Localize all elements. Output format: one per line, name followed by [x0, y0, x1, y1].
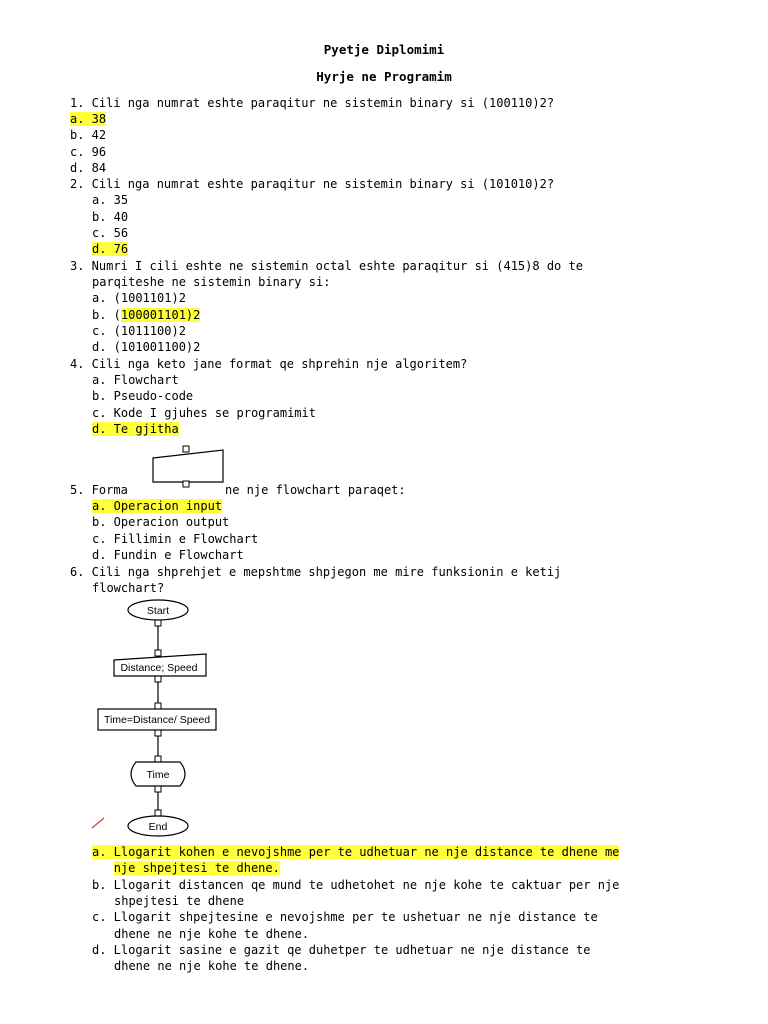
connector-node [155, 620, 161, 626]
question-2-stem: 2. Cili nga numrat eshte paraqitur ne sistemin binary si (101010)2? [70, 177, 555, 191]
connector-top [183, 446, 189, 452]
manual-input-shape-figure [148, 444, 228, 490]
question-3-option-d: d. (101001100)2 [92, 340, 201, 354]
connector-node [155, 676, 161, 682]
option-prefix: b. ( [92, 308, 121, 322]
question-1-stem: 1. Cili nga numrat eshte paraqitur ne sistemin binary si (100110)2? [70, 96, 555, 110]
connector-node [155, 756, 161, 762]
answer-highlight: d. 76 [92, 242, 129, 256]
question-3-option-b [92, 307, 200, 323]
question-5-option-a [92, 498, 222, 514]
connector-node [155, 730, 161, 736]
question-4-stem: 4. Cili nga keto jane format qe shprehin nje algoritem? [70, 357, 468, 371]
question-5-stem-start: 5. Forma [70, 483, 128, 497]
question-6-stem-line-1: 6. Cili nga shprehjet e mepshtme shpjegon me mire funksionin e ketij [70, 565, 562, 579]
connector-node [155, 786, 161, 792]
question-4-option-b: b. Pseudo-code [92, 389, 194, 403]
question-4-option-d [92, 421, 179, 437]
connector-bottom [183, 481, 189, 487]
answer-highlight: a. Llogarit kohen e nevojshme per te udhetuar ne nje distance te dhene me [92, 845, 620, 859]
end-label: End [148, 821, 168, 833]
question-5-option-d: d. Fundin e Flowchart [92, 548, 244, 562]
answer-highlight: d. Te gjitha [92, 422, 179, 436]
question-6-option-c-line-1: c. Llogarit shpejtesine e nevojshme per te ushetuar ne nje distance te [92, 910, 598, 924]
question-1-option-b: b. 42 [70, 128, 107, 142]
process-label: Time=Distance/ Speed [103, 714, 211, 726]
question-6-option-d-line-2: dhene ne nje kohe te dhene. [114, 959, 310, 973]
connector-node [155, 650, 161, 656]
question-3-option-a: a. (1001101)2 [92, 291, 186, 305]
question-2-option-d [92, 241, 128, 257]
input-label: Distance; Speed [120, 662, 198, 674]
answer-highlight: nje shpejtesi te dhene. [113, 861, 280, 875]
start-label: Start [146, 605, 170, 617]
question-5-option-c: c. Fillimin e Flowchart [92, 532, 259, 546]
connector-node [155, 703, 161, 709]
output-label: Time [146, 769, 170, 781]
manual-input-shape [153, 450, 223, 482]
question-2-option-a: a. 35 [92, 193, 129, 207]
answer-highlight: 100001101)2 [120, 308, 201, 322]
connector-node [155, 810, 161, 816]
question-3-stem-line-2: parqiteshe ne sistemin binary si: [92, 275, 331, 289]
question-4-option-c: c. Kode I gjuhes se programimit [92, 406, 316, 420]
question-6-stem-line-2: flowchart? [92, 581, 165, 595]
question-6-option-b-line-1: b. Llogarit distancen qe mund te udhetohet ne nje kohe te caktuar per nje [92, 878, 620, 892]
question-3-option-c: c. (1011100)2 [92, 324, 186, 338]
question-6-option-a-line-1 [92, 844, 619, 860]
document-title: Pyetje Diplomimi [323, 42, 445, 57]
question-6-option-b-line-2: shpejtesi te dhene [114, 894, 245, 908]
flowchart-diagram [88, 596, 230, 840]
question-6-option-a-line-2 [92, 860, 280, 876]
question-1-option-d: d. 84 [70, 161, 107, 175]
document-subtitle: Hyrje ne Programim [316, 69, 452, 84]
stray-mark [92, 818, 104, 828]
question-1-option-c: c. 96 [70, 145, 107, 159]
question-5-stem [70, 482, 128, 498]
question-6-option-d-line-1: d. Llogarit sasine e gazit qe duhetper te udhetuar ne nje distance te [92, 943, 591, 957]
question-2-option-b: b. 40 [92, 210, 129, 224]
question-4-option-a: a. Flowchart [92, 373, 179, 387]
question-1-option-a [70, 111, 106, 127]
question-3-stem-line-1: 3. Numri I cili eshte ne sistemin octal eshte paraqitur si (415)8 do te [70, 259, 583, 273]
answer-highlight: a. 38 [70, 112, 107, 126]
answer-highlight: a. Operacion input [92, 499, 223, 513]
question-2-option-c: c. 56 [92, 226, 129, 240]
question-5-option-b: b. Operacion output [92, 515, 230, 529]
question-5-stem-end: ne nje flowchart paraqet: [225, 483, 406, 497]
question-6-option-c-line-2: dhene ne nje kohe te dhene. [114, 927, 310, 941]
